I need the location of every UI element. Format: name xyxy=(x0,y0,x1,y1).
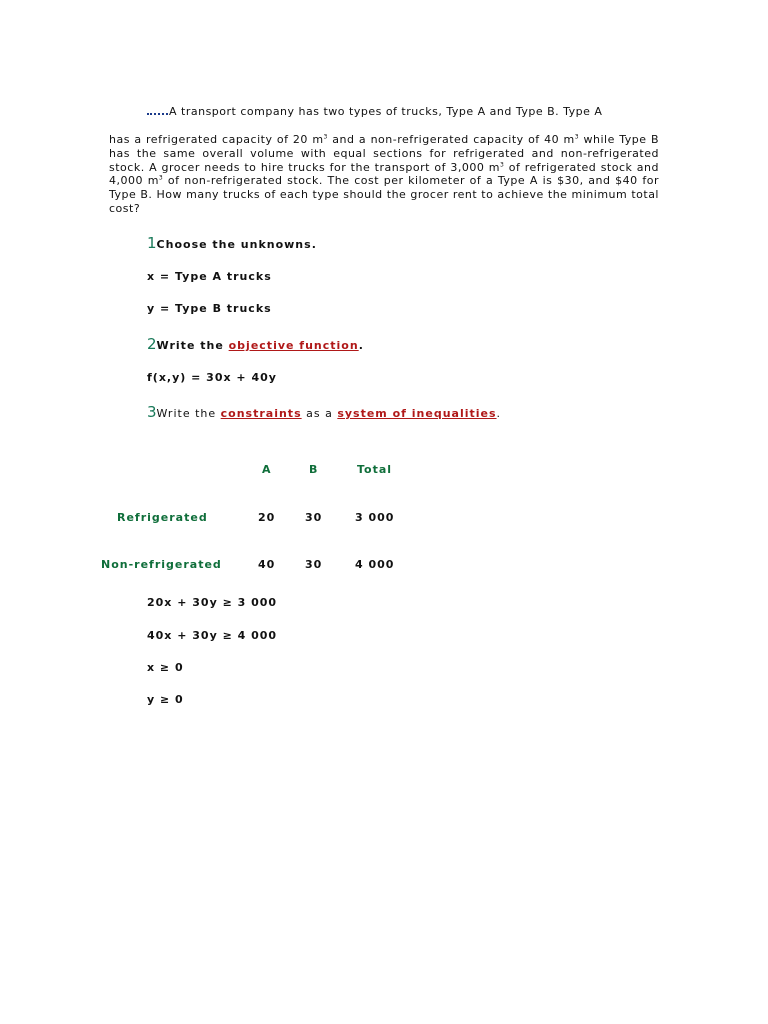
objective-function: f(x,y) = 30x + 40y xyxy=(147,371,277,384)
step-1-label: Choose the unknowns. xyxy=(156,238,317,251)
table-cell: 3 000 xyxy=(355,511,395,524)
problem-text-1: has a refrigerated capacity of 20 m xyxy=(109,133,324,146)
step-2 xyxy=(147,335,364,353)
table-cell: 20 xyxy=(258,511,276,524)
step-3-period: . xyxy=(496,407,502,420)
table-cell: 4 000 xyxy=(355,558,395,571)
table-cell: 40 xyxy=(258,558,276,571)
unknown-y: y = Type B trucks xyxy=(147,302,272,315)
inequality-3: x ≥ 0 xyxy=(147,661,184,674)
table-cell: 30 xyxy=(305,511,323,524)
objective-function-link[interactable]: objective function xyxy=(228,339,359,352)
inequality-1: 20x + 30y ≥ 3 000 xyxy=(147,596,278,609)
table-cell: 30 xyxy=(305,558,323,571)
dotted-marker xyxy=(147,104,168,115)
step-3-label: Write the xyxy=(156,407,221,420)
step-2-label: Write the xyxy=(156,339,229,352)
problem-first-line xyxy=(147,104,659,118)
table-header-total: Total xyxy=(357,463,393,476)
problem-text-5: of non-refrigerated stock. The cost per kilometer of a Type A is $30, and $40 for Type B. How many trucks of each type should the grocer rent to achieve the minimum total cost? xyxy=(109,174,659,215)
unknown-x: x = Type A trucks xyxy=(147,270,272,283)
system-of-inequalities-link[interactable]: system of inequalities xyxy=(337,407,497,420)
constraints-link[interactable]: constraints xyxy=(220,407,302,420)
row-label-refrigerated: Refrigerated xyxy=(117,511,208,524)
table-header-b: B xyxy=(309,463,319,476)
cubic-sup: 3 xyxy=(323,133,328,141)
step-2-period: . xyxy=(358,339,364,352)
step-1-number: 1 xyxy=(147,234,157,252)
step-3-number: 3 xyxy=(147,403,157,421)
step-3 xyxy=(147,403,501,421)
row-label-non-refrigerated: Non-refrigerated xyxy=(101,558,222,571)
problem-statement xyxy=(109,133,659,216)
cubic-sup: 3 xyxy=(158,174,164,182)
inequality-4: y ≥ 0 xyxy=(147,693,184,706)
table-header-a: A xyxy=(262,463,272,476)
step-2-number: 2 xyxy=(147,335,157,353)
problem-text-2: and a non-refrigerated capacity of 40 m xyxy=(327,133,575,146)
step-3-mid: as a xyxy=(301,407,338,420)
problem-text-3: while Type B has the same overall volume with equal sections for refrigerated and non-refrigerated stock. A grocer needs to hire trucks for the transport of 3,000 m xyxy=(109,133,659,174)
step-1 xyxy=(147,234,317,252)
inequality-2: 40x + 30y ≥ 4 000 xyxy=(147,629,278,642)
problem-first-line-text: A transport company has two types of trucks, Type A and Type B. Type A xyxy=(169,105,603,118)
cubic-sup: 3 xyxy=(574,133,580,141)
cubic-sup: 3 xyxy=(499,160,505,168)
problem-text-4: of refrigerated stock and 4,000 m xyxy=(109,160,659,188)
